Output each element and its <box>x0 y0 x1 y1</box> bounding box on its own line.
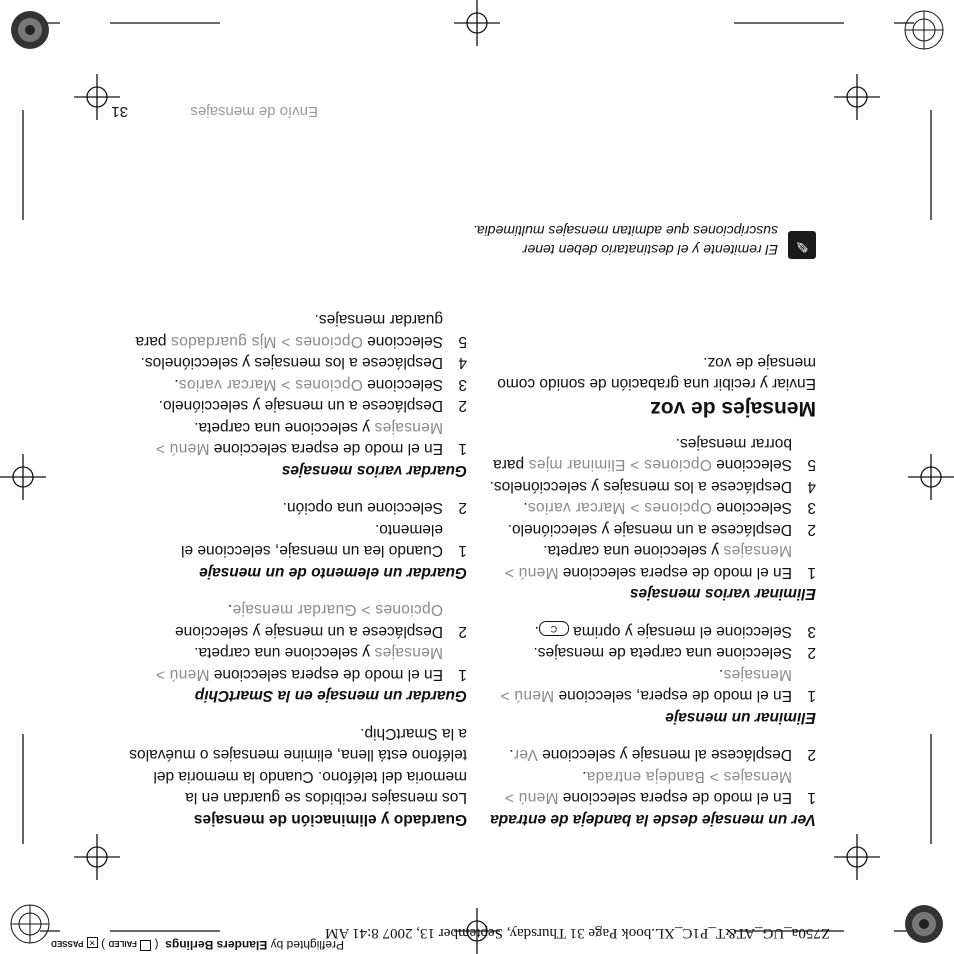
save-item-heading: Guardar un elemento de un mensaje <box>199 564 467 581</box>
c-key-icon: C <box>539 621 569 636</box>
step: 3 Seleccione el mensaje y oprima C. <box>534 623 816 640</box>
step: 2 Desplácese a un mensaje y seleccione Opciones > Guardar mensaje. <box>175 601 467 640</box>
checked-box-icon: ✕ <box>87 937 98 948</box>
step: 1 En el modo de espera seleccione Menú > Mensajes y seleccione una carpeta. <box>155 419 467 458</box>
preflight-stamp: Preflighted by Elanders Berlings ( FAILED ) ✕ PASSED <box>51 938 344 952</box>
step: 4 Desplácese a los mensajes y selecciónelos. <box>489 478 816 495</box>
note-text: El remitente y el destinatario deben tener suscripciones que admitan mensajes multimedia. <box>472 223 778 258</box>
crosshair-icon <box>74 74 120 120</box>
step: 3 Seleccione Opciones > Marcar varios. <box>174 376 467 393</box>
step: 2 Seleccione una carpeta de mensajes. <box>533 644 816 662</box>
save-multiple-heading: Guardar varios mensajes <box>281 462 467 479</box>
star-target-icon <box>905 11 943 49</box>
step: 2 Desplácese a un mensaje y selecciónelo. <box>158 397 467 415</box>
star-target-icon <box>11 905 49 943</box>
crosshair-icon <box>0 454 46 500</box>
delete-one-heading: Eliminar un mensaje <box>665 709 816 726</box>
voice-text: Enviar y recibir una grabación de sonido como mensaje de voz. <box>497 354 816 393</box>
crosshair-icon <box>74 834 120 880</box>
star-target-icon <box>11 11 49 49</box>
section-name: Envío de mensajes <box>190 103 318 120</box>
step: 2 Desplácese a un mensaje y selecciónelo. <box>507 521 816 538</box>
voice-title: Mensajes de voz <box>650 397 816 421</box>
step: 3 Seleccione Opciones > Marcar varios. <box>523 499 816 517</box>
note-icon: ✎ <box>788 231 816 259</box>
star-target-icon <box>905 905 943 943</box>
save-chip-heading: Guardar un mensaje en la SmartChip <box>194 687 467 705</box>
intro-text: Los mensajes recibidos se guardan en la memoria del teléfono. Cuando la memoria del teléfono está llena, elimine mensajes o muévalos a la SmartChip. <box>129 725 467 807</box>
step: 1 En el modo de espera seleccione Menú > Mensajes y seleccione una carpeta. <box>504 542 816 581</box>
step: 5 Seleccione Opciones > Mjs guardados para guardar mensajes. <box>135 311 467 350</box>
intro-title: Guardado y eliminación de mensajes <box>193 811 467 828</box>
delete-multiple-heading: Eliminar varios mensajes <box>629 585 816 603</box>
view-inbox-heading: Ver un mensaje desde la bandeja de entrada <box>490 811 816 828</box>
step: 1 En el modo de espera seleccione Menú > Mensajes > Bandeja entrada. <box>504 768 816 807</box>
crosshair-icon <box>834 74 880 120</box>
crosshair-icon <box>454 0 500 46</box>
step: 4 Desplácese a los mensajes y selecciónelos. <box>140 354 467 372</box>
step: 1 En el modo de espera seleccione Menú > Mensajes y seleccione una carpeta. <box>155 644 467 683</box>
step: 5 Seleccione Opciones > Eliminar mjes para borrar mensajes. <box>493 435 816 474</box>
step: 1 En el modo de espera, seleccione Menú > Mensajes. <box>500 666 816 705</box>
checkbox-icon <box>140 940 151 951</box>
brand-label: Elanders Berlings <box>165 938 268 952</box>
step: 2 Desplácese al mensaje y seleccione Ver. <box>509 746 816 764</box>
step: 1 Cuando lea un mensaje, seleccione el elemento. <box>181 521 467 560</box>
crosshair-icon <box>908 454 954 500</box>
crosshair-icon <box>834 834 880 880</box>
book-info-line: Z750a_UG_AT&T_P1C_XL.book Page 31 Thursday, September 13, 2007 8:41 AM <box>325 925 830 941</box>
crosshair-icon <box>454 908 500 954</box>
page-number: 31 <box>111 103 128 120</box>
step: 2 Seleccione una opción. <box>282 499 467 517</box>
